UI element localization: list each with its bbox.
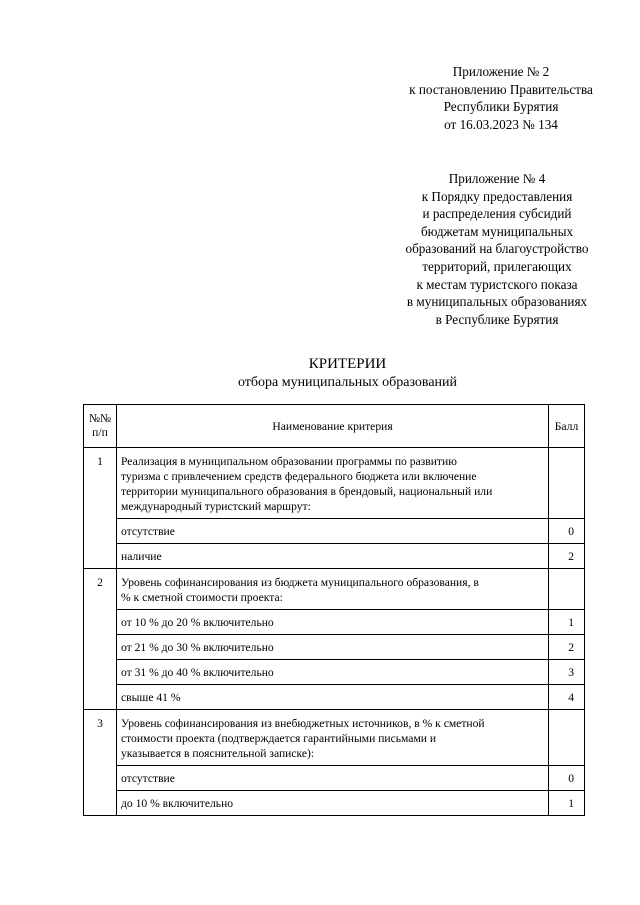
option-row (84, 660, 585, 685)
header-num (84, 405, 117, 448)
appendix-2-line: к постановлению Правительства (409, 81, 593, 97)
criterion-number: 3 (84, 710, 117, 816)
option-score: 0 (549, 766, 585, 791)
header-num-line2: п/п (92, 426, 108, 439)
criterion-score-empty (549, 710, 585, 766)
criterion-text-line: туризма с привлечением средств федерального бюджета или включение (121, 470, 477, 483)
criteria-table (83, 404, 585, 816)
criterion-score-empty (549, 569, 585, 610)
appendix-2-header (388, 63, 614, 133)
appendix-4-line: и распределения субсидий (422, 206, 572, 222)
option-label: до 10 % включительно (117, 791, 549, 816)
criterion-row (84, 448, 585, 519)
option-score: 0 (549, 519, 585, 544)
document-title: КРИТЕРИИ (308, 356, 387, 372)
option-label: свыше 41 % (117, 685, 549, 710)
option-row (84, 766, 585, 791)
option-label: от 10 % до 20 % включительно (117, 610, 549, 635)
criterion-text-line: Уровень софинансирования из внебюджетных источников, в % к сметной (121, 717, 485, 730)
appendix-4-line: бюджетам муниципальных (420, 223, 574, 239)
criterion-text (117, 569, 549, 610)
appendix-2-line: от 16.03.2023 № 134 (444, 116, 558, 132)
option-label: от 31 % до 40 % включительно (117, 660, 549, 685)
criterion-text-line: территории муниципального образования в брендовый, национальный или (121, 485, 493, 498)
criterion-text-line: Реализация в муниципальном образовании программы по развитию (121, 455, 457, 468)
criterion-score-empty (549, 448, 585, 519)
criterion-text-line: % к сметной стоимости проекта: (121, 591, 283, 604)
option-label: наличие (117, 544, 549, 569)
option-score: 1 (549, 791, 585, 816)
criterion-text-line: указывается в пояснительной записке): (121, 747, 315, 760)
option-row (84, 791, 585, 816)
appendix-4-line: к местам туристского показа (416, 276, 578, 292)
option-row (84, 519, 585, 544)
header-num-line1: №№ (88, 412, 112, 425)
option-row (84, 685, 585, 710)
appendix-4-line: к Порядку предоставления (421, 188, 573, 204)
option-label: отсутствие (117, 766, 549, 791)
criterion-text-line: Уровень софинансирования из бюджета муниципального образования, в (121, 576, 479, 589)
appendix-4-line: в муниципальных образованиях (406, 294, 588, 310)
appendix-4-line: Приложение № 4 (448, 171, 546, 186)
criterion-number: 1 (84, 448, 117, 569)
option-row (84, 544, 585, 569)
header-score: Балл (549, 405, 585, 448)
criterion-row (84, 710, 585, 766)
criterion-row (84, 569, 585, 610)
criterion-text (117, 710, 549, 766)
appendix-4-line: в Республике Бурятия (435, 311, 559, 327)
document-subtitle: отбора муниципальных образований (237, 375, 458, 390)
table-header-row (84, 405, 585, 448)
criterion-text-line: стоимости проекта (подтверждается гарантийными письмами и (121, 732, 437, 745)
option-score: 4 (549, 685, 585, 710)
criterion-number: 2 (84, 569, 117, 710)
option-score: 3 (549, 660, 585, 685)
appendix-2-line: Республики Бурятия (443, 99, 559, 115)
criterion-text-line: международный туристский маршрут: (121, 500, 311, 513)
option-score: 1 (549, 610, 585, 635)
header-name: Наименование критерия (117, 405, 549, 448)
appendix-2-line: Приложение № 2 (452, 64, 550, 79)
option-row (84, 635, 585, 660)
option-score: 2 (549, 635, 585, 660)
criterion-text (117, 448, 549, 519)
option-label: отсутствие (117, 519, 549, 544)
appendix-4-header (384, 170, 610, 328)
option-row (84, 610, 585, 635)
option-label: от 21 % до 30 % включительно (117, 635, 549, 660)
option-score: 2 (549, 544, 585, 569)
appendix-4-line: территорий, прилегающих (422, 258, 572, 274)
appendix-4-line: образований на благоустройство (405, 241, 589, 257)
